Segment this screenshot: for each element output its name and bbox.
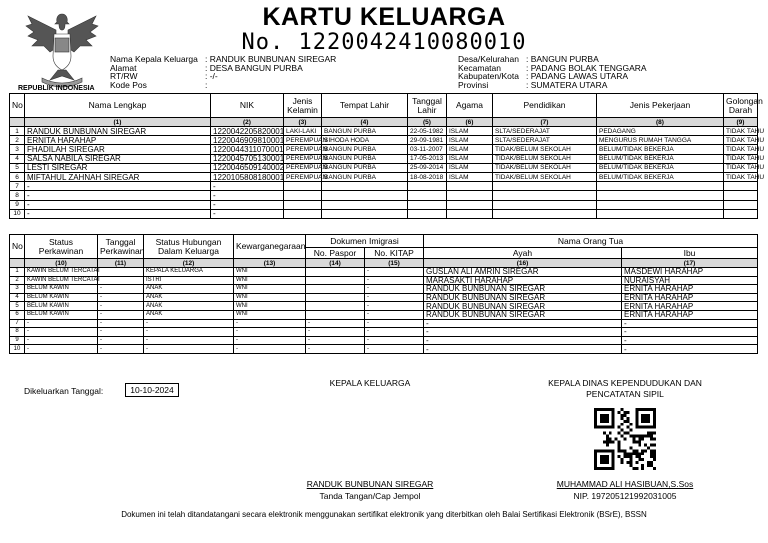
table-cell: FHADILAH SIREGAR	[25, 145, 211, 154]
table1-header-cell: Agama	[447, 94, 493, 118]
table-cell: 1220046509140002	[211, 163, 284, 172]
table-cell	[493, 209, 597, 218]
table-cell: 22-05-1982	[408, 127, 447, 136]
table-cell: 29-09-1981	[408, 136, 447, 145]
table-cell	[408, 209, 447, 218]
table-cell: 1	[10, 127, 25, 136]
table-cell: BELUM KAWIN	[25, 285, 98, 294]
table-row	[10, 285, 758, 294]
table-cell	[493, 191, 597, 200]
table-cell: 7	[10, 319, 25, 328]
th-status-perkawinan: Status Perkawinan	[25, 235, 98, 259]
table-cell: -	[211, 209, 284, 218]
info-label: Kode Pos	[110, 79, 147, 90]
kepala-dinas-name: MUHAMMAD ALI HASIBUAN,S.Sos	[556, 479, 694, 489]
table-cell	[306, 302, 365, 311]
table-cell: -	[424, 336, 622, 345]
info-label: Nama Kepala Keluarga	[110, 54, 198, 64]
table2-number-row	[10, 259, 758, 268]
table-row	[10, 182, 758, 191]
table-cell: 4	[10, 293, 25, 302]
table-cell: -	[144, 336, 234, 345]
table-cell: 4	[10, 154, 25, 163]
table-cell: 1220042205820001	[211, 127, 284, 136]
table-cell: -	[25, 336, 98, 345]
table-cell: GUSLAN ALI AMRIN SIREGAR	[424, 268, 622, 277]
table-cell: -	[365, 285, 424, 294]
table2-column-number: (15)	[365, 259, 424, 268]
table-cell: BELUM/TIDAK BEKERJA	[597, 145, 724, 154]
signature-caption: Tanda Tangan/Cap Jempol	[319, 491, 421, 501]
table-cell: 18-08-2018	[408, 172, 447, 181]
table-cell: -	[622, 319, 758, 328]
table-cell: ANAK	[144, 293, 234, 302]
info-value: : PADANG BOLAK TENGGARA	[526, 62, 647, 73]
info-value: : BANGUN PURBA	[526, 54, 599, 64]
table-cell: NURAISYAH	[622, 276, 758, 285]
table-cell: TIDAK/BELUM SEKOLAH	[493, 154, 597, 163]
table-cell: 1220044311070001	[211, 145, 284, 154]
table-cell: LAKI-LAKI	[284, 127, 322, 136]
qr-code-icon	[594, 408, 656, 470]
table-cell: ISTRI	[144, 276, 234, 285]
table2-column-number: (16)	[424, 259, 622, 268]
th-status-hubungan: Status Hubungan Dalam Keluarga	[144, 235, 234, 259]
table-cell: -	[25, 209, 211, 218]
table-row	[10, 191, 758, 200]
table-cell: 8	[10, 328, 25, 337]
table-cell: PEREMPUAN	[284, 145, 322, 154]
table-cell: MARASAKTI HARAHAP	[424, 276, 622, 285]
table-cell	[724, 200, 758, 209]
table1-column-number: (3)	[284, 118, 322, 127]
table-cell: -	[365, 310, 424, 319]
kepala-dinas-label: KEPALA DINAS KEPENDUDUKAN DAN PENCATATAN SIPIL	[548, 378, 702, 399]
table-cell: BANGUN PURBA	[322, 145, 408, 154]
table-row	[10, 163, 758, 172]
table-cell: 2	[10, 136, 25, 145]
table-cell: KEPALA KELUARGA	[144, 268, 234, 277]
table-cell	[306, 285, 365, 294]
family-status-table	[9, 234, 758, 354]
table-cell: -	[306, 328, 365, 337]
table-cell: WNI	[234, 276, 306, 285]
th-no: No	[10, 235, 25, 259]
table-cell: 1220105808180001	[211, 172, 284, 181]
table-row	[10, 293, 758, 302]
table-cell: WNI	[234, 302, 306, 311]
table-cell: RANDUK BUNBUNAN SIREGAR	[25, 127, 211, 136]
info-label: Provinsi	[458, 79, 489, 90]
table2-column-number	[10, 259, 25, 268]
table-cell: TIDAK/BELUM SEKOLAH	[493, 163, 597, 172]
electronic-signature-note: Dokumen ini telah ditandatangani secara elektronik menggunakan sertifikat elektronik yang diterbitkan oleh Balai Sertifikasi Elektronik (BSrE), BSSN	[121, 510, 647, 519]
table-cell: ERNITA HARAHAP	[25, 136, 211, 145]
info-label: Desa/Kelurahan	[458, 54, 519, 64]
info-label: RT/RW	[110, 71, 138, 81]
table1-column-number: (4)	[322, 118, 408, 127]
table-cell: -	[144, 319, 234, 328]
table-cell: MENGURUS RUMAH TANGGA	[597, 136, 724, 145]
table-row	[10, 172, 758, 181]
table-row	[10, 302, 758, 311]
table-cell	[306, 293, 365, 302]
table-cell: 1	[10, 268, 25, 277]
table-cell: 17-05-2013	[408, 154, 447, 163]
table-cell	[322, 182, 408, 191]
table-cell: BELUM KAWIN	[25, 302, 98, 311]
table-cell: -	[365, 345, 424, 354]
table-row	[10, 276, 758, 285]
table-cell: TIDAK TAHU	[724, 136, 758, 145]
table-cell: ISLAM	[447, 172, 493, 181]
document-title: KARTU KELUARGA	[262, 3, 506, 31]
table-cell: TIDAK TAHU	[724, 163, 758, 172]
table1-column-number: (1)	[25, 118, 211, 127]
table-cell: ISLAM	[447, 127, 493, 136]
table-cell: ERNITA HARAHAP	[622, 293, 758, 302]
table-cell: TIDAK/BELUM SEKOLAH	[493, 145, 597, 154]
info-label: Kabupaten/Kota	[458, 71, 519, 81]
table2-column-number: (14)	[306, 259, 365, 268]
table-cell: ANAK	[144, 310, 234, 319]
table-cell: 3	[10, 285, 25, 294]
table-row	[10, 268, 758, 277]
table-cell: -	[365, 276, 424, 285]
table-cell: -	[234, 336, 306, 345]
table-cell: ANAK	[144, 285, 234, 294]
table-cell: WNI	[234, 293, 306, 302]
table-cell: WNI	[234, 285, 306, 294]
table-cell: -	[365, 328, 424, 337]
info-left	[110, 55, 370, 95]
table1-column-number: (6)	[447, 118, 493, 127]
table-row	[10, 209, 758, 218]
th-no-kitap: No. KITAP	[365, 248, 424, 259]
table-row	[10, 145, 758, 154]
table-cell	[724, 182, 758, 191]
table-cell: -	[234, 319, 306, 328]
table-cell: -	[144, 328, 234, 337]
table-cell: BELUM KAWIN	[25, 310, 98, 319]
table-cell	[306, 276, 365, 285]
table-cell	[447, 200, 493, 209]
kepala-keluarga-name: RANDUK BUNBUNAN SIREGAR	[306, 479, 434, 489]
table1-header-cell: Jenis Pekerjaan	[597, 94, 724, 118]
table-cell	[447, 182, 493, 191]
th-kewarganegaraan: Kewarganegaraan	[234, 235, 306, 259]
table-cell: 25-09-2014	[408, 163, 447, 172]
table1-column-number: (7)	[493, 118, 597, 127]
table1-header-cell: No	[10, 94, 25, 118]
table-cell	[284, 209, 322, 218]
table-cell: 03-11-2007	[408, 145, 447, 154]
table-cell: -	[98, 293, 144, 302]
table-cell: 3	[10, 145, 25, 154]
table-cell: 8	[10, 191, 25, 200]
table-cell: TIDAK TAHU	[724, 145, 758, 154]
table-cell: -	[234, 328, 306, 337]
table1-header-cell: Tempat Lahir	[322, 94, 408, 118]
table-row	[10, 136, 758, 145]
table-cell: TIDAK TAHU	[724, 127, 758, 136]
table-cell: SLTA/SEDERAJAT	[493, 136, 597, 145]
info-value: : PADANG LAWAS UTARA	[526, 71, 629, 81]
table-cell: 9	[10, 336, 25, 345]
table-cell: TIDAK/BELUM SEKOLAH	[493, 172, 597, 181]
table-cell: TIDAK TAHU	[724, 154, 758, 163]
table-cell	[322, 200, 408, 209]
table-cell: 2	[10, 276, 25, 285]
table-cell: -	[306, 345, 365, 354]
table-cell: -	[622, 336, 758, 345]
th-dokumen-imigrasi: Dokumen Imigrasi	[306, 235, 424, 248]
table-cell: PEREMPUAN	[284, 172, 322, 181]
table-cell: BELUM/TIDAK BEKERJA	[597, 154, 724, 163]
table-cell: 1220045705130001	[211, 154, 284, 163]
table1-header-cell: Jenis Kelamin	[284, 94, 322, 118]
table-cell: MASDEWI HARAHAP	[622, 268, 758, 277]
table-row	[10, 127, 758, 136]
table-cell: -	[98, 336, 144, 345]
issued-label: Dikeluarkan Tanggal:	[24, 386, 104, 396]
table-cell: 7	[10, 182, 25, 191]
table-cell: ERNITA HARAHAP	[622, 310, 758, 319]
table-cell: -	[98, 302, 144, 311]
info-value: : -/-	[205, 71, 218, 81]
table-cell: -	[622, 328, 758, 337]
table-cell	[597, 191, 724, 200]
table2-header-row-1	[10, 235, 758, 248]
table-row	[10, 200, 758, 209]
table1-header-row	[10, 94, 758, 118]
table-cell: 9	[10, 200, 25, 209]
table1-header-cell: Pendidikan	[493, 94, 597, 118]
table-cell: -	[365, 336, 424, 345]
table-cell: ERNITA HARAHAP	[622, 302, 758, 311]
table-cell: 5	[10, 302, 25, 311]
table-cell: WNI	[234, 268, 306, 277]
kk-number: No. 1220042410080010	[241, 30, 527, 55]
table-cell: -	[25, 319, 98, 328]
table-cell: BELUM/TIDAK BEKERJA	[597, 172, 724, 181]
table-cell: BANGUN PURBA	[322, 172, 408, 181]
table-cell	[284, 200, 322, 209]
table-cell: 6	[10, 310, 25, 319]
table-cell: -	[306, 319, 365, 328]
table1-header-cell: Golongan Darah	[724, 94, 758, 118]
table-cell: -	[144, 345, 234, 354]
info-value: :	[205, 79, 208, 90]
table-cell: -	[98, 345, 144, 354]
table1-column-number: (2)	[211, 118, 284, 127]
table-cell: -	[365, 319, 424, 328]
table-cell	[597, 209, 724, 218]
table-row	[10, 154, 758, 163]
table-cell: RANDUK BUNBUNAN SIREGAR	[424, 293, 622, 302]
table-cell	[447, 209, 493, 218]
kepala-dinas-nip: NIP. 197205121992031005	[573, 491, 677, 501]
table-cell: PEREMPUAN	[284, 154, 322, 163]
table-cell	[98, 268, 144, 277]
th-ibu: Ibu	[622, 248, 758, 259]
table-cell: RANDUK BUNBUNAN SIREGAR	[424, 302, 622, 311]
table-cell: SALSA NABILA SIREGAR	[25, 154, 211, 163]
info-value: : RANDUK BUNBUNAN SIREGAR	[205, 54, 337, 64]
table-cell: -	[306, 336, 365, 345]
table-cell	[322, 191, 408, 200]
table-cell: LESTI SIREGAR	[25, 163, 211, 172]
table-cell: 10	[10, 209, 25, 218]
table-cell	[724, 191, 758, 200]
table-cell	[306, 268, 365, 277]
table2-column-number: (12)	[144, 259, 234, 268]
table-cell: PEREMPUAN	[284, 136, 322, 145]
kepala-keluarga-label: KEPALA KELUARGA	[329, 378, 411, 388]
table1-column-number: (8)	[597, 118, 724, 127]
table-cell: -	[424, 328, 622, 337]
table1-column-number: (5)	[408, 118, 447, 127]
table-cell: -	[25, 182, 211, 191]
table1-column-number: (9)	[724, 118, 758, 127]
table-cell: KAWIN BELUM TERCATAT	[25, 268, 98, 277]
table-cell: ISLAM	[447, 145, 493, 154]
table-cell	[447, 191, 493, 200]
table-cell: BANGUN PURBA	[322, 127, 408, 136]
table-cell	[493, 182, 597, 191]
table-cell: 5	[10, 163, 25, 172]
table-cell: PEREMPUAN	[284, 163, 322, 172]
country-label: REPUBLIK INDONESIA	[18, 85, 95, 92]
info-value: : DESA BANGUN PURBA	[205, 62, 303, 73]
table-cell: 1220046909810001	[211, 136, 284, 145]
table-cell: ISLAM	[447, 154, 493, 163]
table-cell: KAWIN BELUM TERCATAT	[25, 276, 98, 285]
table-cell: -	[365, 268, 424, 277]
table-cell: TIDAK TAHU	[724, 172, 758, 181]
table2-column-number: (17)	[622, 259, 758, 268]
table-cell: -	[98, 319, 144, 328]
table-cell: 10	[10, 345, 25, 354]
table1-header-cell: Nama Lengkap	[25, 94, 211, 118]
table-cell: -	[211, 191, 284, 200]
table-cell: BANGUN PURBA	[322, 154, 408, 163]
table-cell: MIFTAHUL ZAHNAH SIREGAR	[25, 172, 211, 181]
table-cell: PEDAGANG	[597, 127, 724, 136]
table-cell	[597, 200, 724, 209]
th-ayah: Ayah	[424, 248, 622, 259]
table1-header-cell: NIK	[211, 94, 284, 118]
table-cell: -	[25, 191, 211, 200]
th-tanggal-perkawinan: Tanggal Perkawinan	[98, 235, 144, 259]
table-cell: -	[98, 328, 144, 337]
table-cell	[408, 200, 447, 209]
table-cell: BELUM/TIDAK BEKERJA	[597, 163, 724, 172]
table-cell: ISLAM	[447, 136, 493, 145]
table-cell: -	[98, 310, 144, 319]
table-cell: WNI	[234, 310, 306, 319]
table-cell: -	[25, 200, 211, 209]
table1-header-cell: Tanggal Lahir	[408, 94, 447, 118]
table-cell	[597, 182, 724, 191]
table-cell	[306, 310, 365, 319]
table-cell: BANGUN PURBA	[322, 163, 408, 172]
table-cell	[493, 200, 597, 209]
table-row	[10, 328, 758, 337]
table-cell: -	[211, 182, 284, 191]
table-row	[10, 319, 758, 328]
table-cell: -	[25, 345, 98, 354]
table1-column-number	[10, 118, 25, 127]
table-cell: ERNITA HARAHAP	[622, 285, 758, 294]
table-row	[10, 336, 758, 345]
family-members-table	[9, 93, 765, 219]
table-cell	[408, 182, 447, 191]
th-nama-orang-tua: Nama Orang Tua	[424, 235, 758, 248]
info-label: Alamat	[110, 62, 137, 73]
table-cell	[322, 209, 408, 218]
th-no-paspor: No. Paspor	[306, 248, 365, 259]
info-value: : SUMATERA UTARA	[526, 79, 608, 90]
table-cell	[408, 191, 447, 200]
table1-number-row	[10, 118, 758, 127]
table-cell: -	[234, 345, 306, 354]
info-right	[458, 55, 708, 95]
issued-date: 10-10-2024	[125, 383, 179, 397]
table-cell: -	[365, 302, 424, 311]
table-cell: RANDUK BUNBUNAN SIREGAR	[424, 310, 622, 319]
table2-column-number: (10)	[25, 259, 98, 268]
table2-column-number: (11)	[98, 259, 144, 268]
table-cell	[98, 276, 144, 285]
table-cell	[284, 182, 322, 191]
table-cell: SLTA/SEDERAJAT	[493, 127, 597, 136]
table-row	[10, 345, 758, 354]
table-cell: -	[211, 200, 284, 209]
table-cell: -	[622, 345, 758, 354]
table2-column-number: (13)	[234, 259, 306, 268]
table-cell: -	[365, 293, 424, 302]
table-cell: BELUM KAWIN	[25, 293, 98, 302]
table-cell	[284, 191, 322, 200]
table-cell: -	[25, 328, 98, 337]
table-cell: ISLAM	[447, 163, 493, 172]
table-cell: SIHODA HODA	[322, 136, 408, 145]
table-cell: ANAK	[144, 302, 234, 311]
table-cell: -	[424, 319, 622, 328]
table-cell	[724, 209, 758, 218]
table-row	[10, 310, 758, 319]
table-cell: -	[424, 345, 622, 354]
table-cell: 6	[10, 172, 25, 181]
table-cell: RANDUK BUNBUNAN SIREGAR	[424, 285, 622, 294]
table-cell: -	[98, 285, 144, 294]
info-label: Kecamatan	[458, 62, 501, 73]
